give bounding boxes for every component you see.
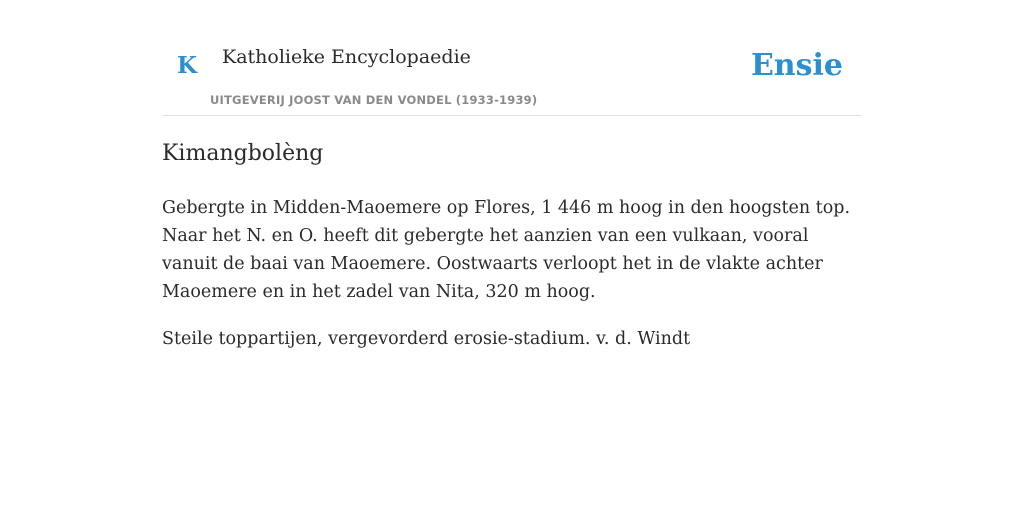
site-header [162,0,862,116]
ensie-logo[interactable]: Ensie [750,48,843,83]
article-paragraph: Steile toppartijen, vergevorderd erosie-stadium. v. d. Windt [162,329,691,349]
article-body [162,194,862,353]
article-paragraph: Gebergte in Midden-Maoemere op Flores, 1 446 m hoog in den hoogsten top. Naar het N. en O. heeft dit gebergte het aanzien van een vulkaan, vooral vanuit de baai van Maoemere. Oostwaarts verloopt het in de vlakte achter Maoemere en in het zadel van Nita, 320 m hoog. [162,198,851,302]
site-title[interactable]: Katholieke Encyclopaedie [222,46,471,68]
article [162,138,862,353]
k-logo-icon[interactable]: K [177,52,197,79]
publisher-subtitle: UITGEVERIJ JOOST VAN DEN VONDEL (1933-1939) [210,93,538,107]
article-title: Kimangbolèng [162,141,324,166]
